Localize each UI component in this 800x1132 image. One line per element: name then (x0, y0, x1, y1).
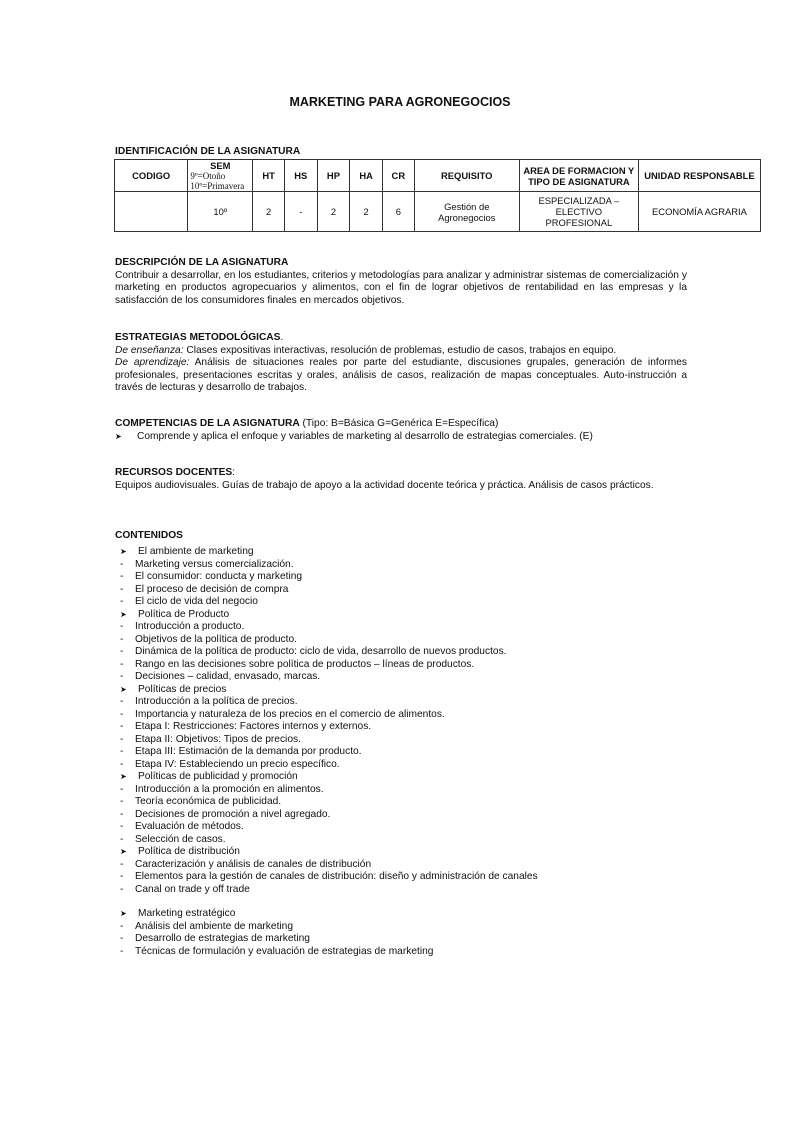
list-item (120, 671, 720, 684)
dash-bullet: - (120, 571, 124, 582)
estrategias-heading-suffix: . (280, 332, 284, 343)
cell-ha: 2 (350, 192, 383, 232)
subtopic-text: Teoría económica de publicidad. (135, 796, 282, 807)
list-item (120, 946, 720, 959)
header-sem-note-1: 9º=Otoño (190, 171, 226, 181)
cell-hs: - (284, 192, 317, 232)
subtopic-text: Evaluación de métodos. (135, 821, 244, 832)
subtopic-list (120, 921, 720, 959)
estrategias-aprendizaje (115, 357, 687, 395)
cell-sem: 10º (188, 192, 253, 232)
topic-heading (120, 546, 720, 559)
topic-title: Políticas de publicidad y promoción (138, 771, 298, 782)
list-item (120, 784, 720, 797)
list-item (120, 933, 720, 946)
subtopic-list (120, 784, 720, 847)
cell-area-line-2: ELECTIVO PROFESIONAL (545, 206, 613, 228)
dash-bullet: - (120, 696, 124, 707)
dash-bullet: - (120, 808, 124, 820)
identificacion-table (114, 159, 761, 232)
list-item (120, 746, 720, 759)
competencias-note: (Tipo: B=Básica G=Genérica E=Específica) (299, 418, 499, 429)
dash-bullet: - (120, 621, 124, 632)
header-unidad: UNIDAD RESPONSABLE (638, 160, 760, 192)
list-item (120, 871, 720, 884)
table-header-row (115, 160, 761, 192)
topic-title: Marketing estratégico (138, 908, 236, 919)
dash-bullet: - (120, 796, 124, 807)
estrategias-ensenanza (115, 345, 687, 358)
dash-bullet: - (120, 733, 124, 745)
topic-title: El ambiente de marketing (138, 546, 254, 557)
subtopic-text: Selección de casos. (135, 833, 226, 845)
list-item (120, 859, 720, 872)
list-item (120, 621, 720, 634)
subtopic-text: Decisiones – calidad, envasado, marcas. (135, 671, 321, 682)
topics-list (120, 546, 720, 958)
list-item (120, 721, 720, 734)
subtopic-text: Rango en las decisiones sobre política de productos – líneas de productos. (135, 658, 475, 670)
dash-bullet: - (120, 658, 124, 670)
header-sem-label: SEM (210, 160, 231, 171)
header-ht: HT (253, 160, 285, 192)
cell-unidad: ECONOMÍA AGRARIA (638, 192, 760, 232)
header-area-line-1: AREA DE FORMACION Y (523, 164, 635, 176)
list-item (120, 696, 720, 709)
topic-item (120, 609, 720, 684)
subtopic-text: Marketing versus comercialización. (135, 558, 294, 570)
contenidos-heading: CONTENIDOS (115, 530, 183, 541)
recursos-heading-suffix: : (232, 467, 236, 478)
recursos-heading-line (115, 467, 687, 480)
cell-hp: 2 (317, 192, 350, 232)
list-item (120, 921, 720, 934)
arrow-bullet-icon: ➤ (120, 772, 127, 781)
topic-title: Política de distribución (138, 846, 240, 857)
dash-bullet: - (120, 746, 124, 757)
list-item (120, 584, 720, 597)
descripcion-heading: DESCRIPCIÓN DE LA ASIGNATURA (115, 257, 289, 268)
subtopic-list (120, 621, 720, 684)
cell-requisito-line-1: Gestión de (444, 200, 490, 212)
list-item (120, 796, 720, 809)
dash-bullet: - (120, 871, 124, 882)
recursos-text: Equipos audiovisuales. Guías de trabajo de apoyo a la actividad docente teórica y práctica. Análisis de casos prácticos. (115, 479, 654, 491)
list-item (120, 646, 720, 659)
subtopic-text: Desarrollo de estrategias de marketing (135, 933, 310, 944)
subtopic-text: Análisis del ambiente de marketing (135, 920, 293, 932)
dash-bullet: - (120, 783, 124, 795)
subtopic-text: Etapa III: Estimación de la demanda por producto. (135, 746, 362, 757)
header-area (519, 160, 638, 192)
arrow-bullet-icon: ➤ (115, 431, 122, 441)
cell-area-line-1: ESPECIALIZADA – (538, 195, 620, 206)
subtopic-text: Caracterización y análisis de canales de distribución (135, 858, 372, 870)
dash-bullet: - (120, 883, 124, 895)
cell-requisito-line-2: Agronegocios (438, 211, 496, 223)
topic-item (120, 771, 720, 846)
dash-bullet: - (120, 596, 124, 607)
aprendizaje-text: Análisis de situaciones reales por parte del estudiante, discusiones grupales, generación de informes profesionales, presentaciones escritas y orales, análisis de casos, realización de mapas conceptuales. Auto-instrucción a través de lecturas y desarrollo de trabajos. (115, 357, 687, 394)
competencias-section (115, 418, 687, 443)
descripcion-text: Contribuir a desarrollar, en los estudiantes, criterios y metodologías para analizar y administrar sistemas de comercialización y marketing en productos agropecuarios y alimentos, con el fin de lograr objetivos de rentabilidad en las empresas y la satisfacción de los consumidores finales en mercados objetivos. (115, 269, 687, 306)
topic-title: Política de Producto (138, 608, 230, 620)
list-item (120, 834, 720, 847)
competencias-heading: COMPETENCIAS DE LA ASIGNATURA (115, 418, 300, 429)
subtopic-text: Importancia y naturaleza de los precios en el comercio de alimentos. (135, 708, 445, 720)
arrow-bullet-icon: ➤ (120, 684, 127, 694)
list-item (120, 634, 720, 647)
dash-bullet: - (120, 583, 124, 595)
dash-bullet: - (120, 933, 124, 944)
dash-bullet: - (120, 708, 124, 720)
descripcion-section (115, 257, 687, 307)
ensenanza-label: De enseñanza: (115, 344, 184, 356)
subtopic-text: El ciclo de vida del negocio (135, 596, 258, 607)
dash-bullet: - (120, 633, 124, 645)
arrow-bullet-icon: ➤ (120, 909, 127, 918)
dash-bullet: - (120, 558, 124, 570)
header-requisito: REQUISITO (414, 160, 519, 192)
subtopic-list (120, 696, 720, 771)
identificacion-heading: IDENTIFICACIÓN DE LA ASIGNATURA (115, 146, 301, 157)
contenidos-list (120, 546, 720, 958)
topic-item (120, 908, 720, 958)
page-title: MARKETING PARA AGRONEGOCIOS (289, 95, 511, 109)
arrow-bullet-icon: ➤ (120, 847, 127, 856)
topic-item (120, 684, 720, 772)
subtopic-list (120, 559, 720, 609)
subtopic-text: Decisiones de promoción a nivel agregado. (135, 808, 331, 820)
estrategias-heading-line (115, 332, 687, 345)
subtopic-text: Etapa IV: Estableciendo un precio específico. (135, 758, 340, 770)
list-item (120, 659, 720, 672)
subtopic-list (120, 859, 720, 897)
competencia-text: Comprende y aplica el enfoque y variables de marketing al desarrollo de estrategias comerciales. (E) (137, 430, 593, 442)
cell-codigo (115, 192, 188, 232)
table-row (115, 192, 761, 232)
dash-bullet: - (120, 646, 124, 657)
topic-heading (120, 846, 720, 859)
subtopic-text: Técnicas de formulación y evaluación de estrategias de marketing (135, 945, 434, 957)
dash-bullet: - (120, 758, 124, 770)
ensenanza-text: Clases expositivas interactivas, resolución de problemas, estudio de casos, trabajos en equipo. (183, 344, 617, 356)
arrow-bullet-icon: ➤ (120, 609, 127, 619)
list-item (120, 596, 720, 609)
dash-bullet: - (120, 833, 124, 845)
dash-bullet: - (120, 858, 124, 870)
subtopic-text: El proceso de decisión de compra (135, 583, 289, 595)
cell-area (519, 192, 638, 232)
estrategias-heading: ESTRATEGIAS METODOLÓGICAS (115, 332, 281, 343)
dash-bullet: - (120, 920, 124, 932)
estrategias-section (115, 332, 687, 395)
dash-bullet: - (120, 821, 124, 832)
dash-bullet: - (120, 671, 124, 682)
subtopic-text: Introducción a la política de precios. (135, 696, 298, 707)
header-sem-note-2: 10º=Primavera (190, 181, 245, 191)
topic-item (120, 546, 720, 609)
list-item (120, 821, 720, 834)
header-sem (188, 160, 253, 192)
subtopic-text: Etapa II: Objetivos: Tipos de precios. (135, 733, 301, 745)
list-item (120, 709, 720, 722)
list-item (120, 559, 720, 572)
dash-bullet: - (120, 945, 124, 957)
topic-title: Políticas de precios (138, 683, 227, 695)
header-codigo: CODIGO (115, 160, 188, 192)
topic-heading (120, 908, 720, 921)
subtopic-text: Objetivos de la política de producto. (135, 633, 297, 645)
cell-ht: 2 (253, 192, 285, 232)
subtopic-text: Introducción a la promoción en alimentos. (135, 783, 324, 795)
topic-heading (120, 684, 720, 697)
topic-heading (120, 609, 720, 622)
list-item (120, 759, 720, 772)
subtopic-text: El consumidor: conducta y marketing (135, 571, 303, 582)
recursos-heading: RECURSOS DOCENTES (115, 467, 233, 478)
header-hs: HS (284, 160, 317, 192)
list-item (115, 431, 687, 444)
subtopic-text: Elementos para la gestión de canales de distribución: diseño y administración de canales (135, 871, 538, 882)
topic-heading (120, 771, 720, 784)
recursos-section (115, 467, 687, 492)
arrow-bullet-icon: ➤ (120, 547, 127, 556)
aprendizaje-label: De aprendizaje: (115, 357, 190, 369)
list-item (120, 571, 720, 584)
list-item (120, 809, 720, 822)
subtopic-text: Canal on trade y off trade (135, 883, 250, 895)
cell-requisito (414, 192, 519, 232)
list-item (120, 734, 720, 747)
topic-item (120, 846, 720, 896)
subtopic-text: Introducción a producto. (135, 621, 245, 632)
list-item (120, 884, 720, 897)
dash-bullet: - (120, 721, 124, 732)
subtopic-text: Etapa I: Restricciones: Factores internos y externos. (135, 721, 372, 732)
subtopic-text: Dinámica de la política de producto: ciclo de vida, desarrollo de nuevos productos. (135, 646, 507, 657)
header-cr: CR (382, 160, 414, 192)
cell-cr: 6 (382, 192, 414, 232)
header-area-line-2: TIPO DE ASIGNATURA (528, 175, 630, 187)
header-ha: HA (350, 160, 383, 192)
competencias-heading-line (115, 418, 687, 431)
header-hp: HP (317, 160, 350, 192)
